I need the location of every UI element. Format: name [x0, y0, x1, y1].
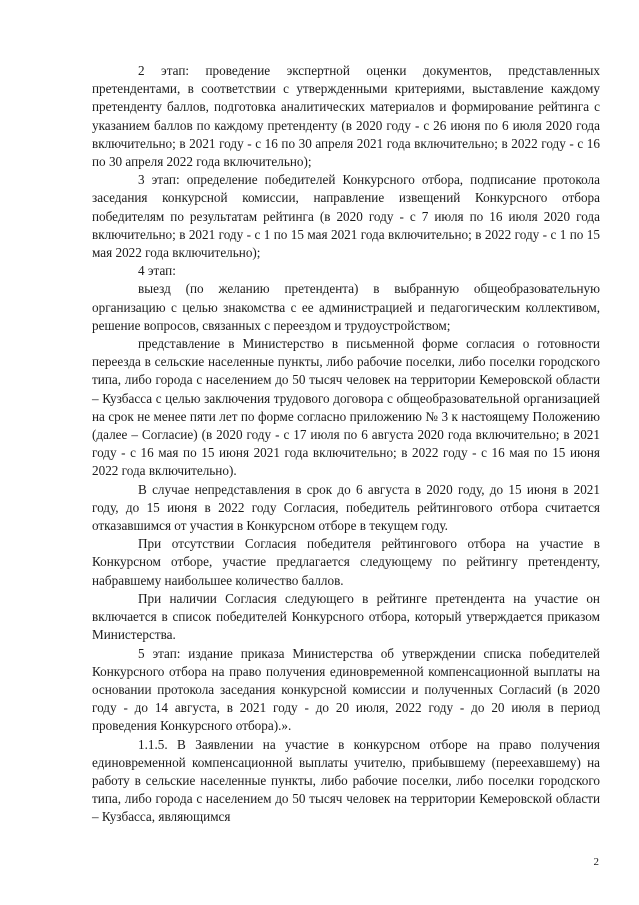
paragraph-next-consent: При наличии Согласия следующего в рейтинге претендента на участие он включается в список победителей Конкурсного отбора, который утверждается приказом Министерства. [92, 590, 600, 643]
paragraph-stage-2: 2 этап: проведение экспертной оценки документов, представленных претендентами, в соответствии с утвержденными критериями, выставление каждому претенденту баллов, подготовка аналитических материалов и формирование рейтинга с указанием баллов по каждому претенденту (в 2020 году - с 26 июня по 6 июля 2020 года включительно; в 2021 году - с 16 по 30 апреля 2021 года включительно; в 2022 году - с 16 по 30 апреля 2022 года включительно); [92, 63, 600, 170]
paragraph-stage-4-visit: выезд (по желанию претендента) в выбранную общеобразовательную организацию с целью знакомства с ее администрацией и педагогическим коллективом, решение вопросов, связанных с переездом и трудоустройством; [92, 281, 600, 333]
paragraph-stage-3: 3 этап: определение победителей Конкурсного отбора, подписание протокола заседания конкурсной комиссии, направление извещений Конкурсного отбора победителям по результатам рейтинга (в 2020 году - с 7 июля по 16 июля 2020 года включительно; в 2021 году - с 1 по 15 мая 2021 года включительно; в 2022 году - с 1 по 15 мая 2022 года включительно); [92, 172, 600, 261]
paragraph-stage-4-consent: представление в Министерство в письменной форме согласия о готовности переезда в сельские населенные пункты, либо рабочие поселки, либо поселки городского типа, либо города с населением до 50 тысяч человек на территории Кемеровской области – Кузбасса с целью заключения трудового договора с общеобразовательной организацией на срок не менее пяти лет по форме согласно приложению № 3 к настоящему Положению (далее – Согласие) (в 2020 году - с 17 июля по 6 августа 2020 года включительно; в 2021 году - с 16 мая по 15 июня 2021 года включительно; в 2022 году - с 16 мая по 15 июня 2022 года включительно). [92, 336, 600, 479]
paragraph-stage-5: 5 этап: издание приказа Министерства об утверждении списка победителей Конкурсного отбора на право получения единовременной компенсационной выплаты на основании протокола заседания конкурсной комиссии и полученных Согласий (в 2020 году - до 14 августа, в 2021 году - до 20 июля, 2022 году - до 20 июля в период проведения Конкурсного отбора).». [92, 645, 600, 734]
paragraph-1-1-5: 1.1.5. В Заявлении на участие в конкурсном отборе на право получения единовременной компенсационной выплаты учителю, прибывшему (переехавшему) на работу в сельские населенные пункты, либо рабочие поселки, либо поселки городского типа, либо города с населением до 50 тысяч человек на территории Кемеровской области – Кузбасса, являющимся [92, 736, 600, 825]
paragraph-stage-4-heading: 4 этап: [138, 263, 176, 279]
page-number: 2 [593, 856, 599, 868]
document-body [92, 62, 600, 827]
paragraph-non-submission: В случае непредставления в срок до 6 августа в 2020 году, до 15 июня в 2021 году, до 15 июня в 2022 году Согласия, победитель рейтингового отбора считается отказавшимся от участия в Конкурсном отборе в текущем году. [92, 481, 600, 534]
paragraph-no-consent: При отсутствии Согласия победителя рейтингового отбора на участие в Конкурсном отборе, участие предлагается следующему по рейтингу претенденту, набравшему наибольшее количество баллов. [92, 536, 600, 588]
